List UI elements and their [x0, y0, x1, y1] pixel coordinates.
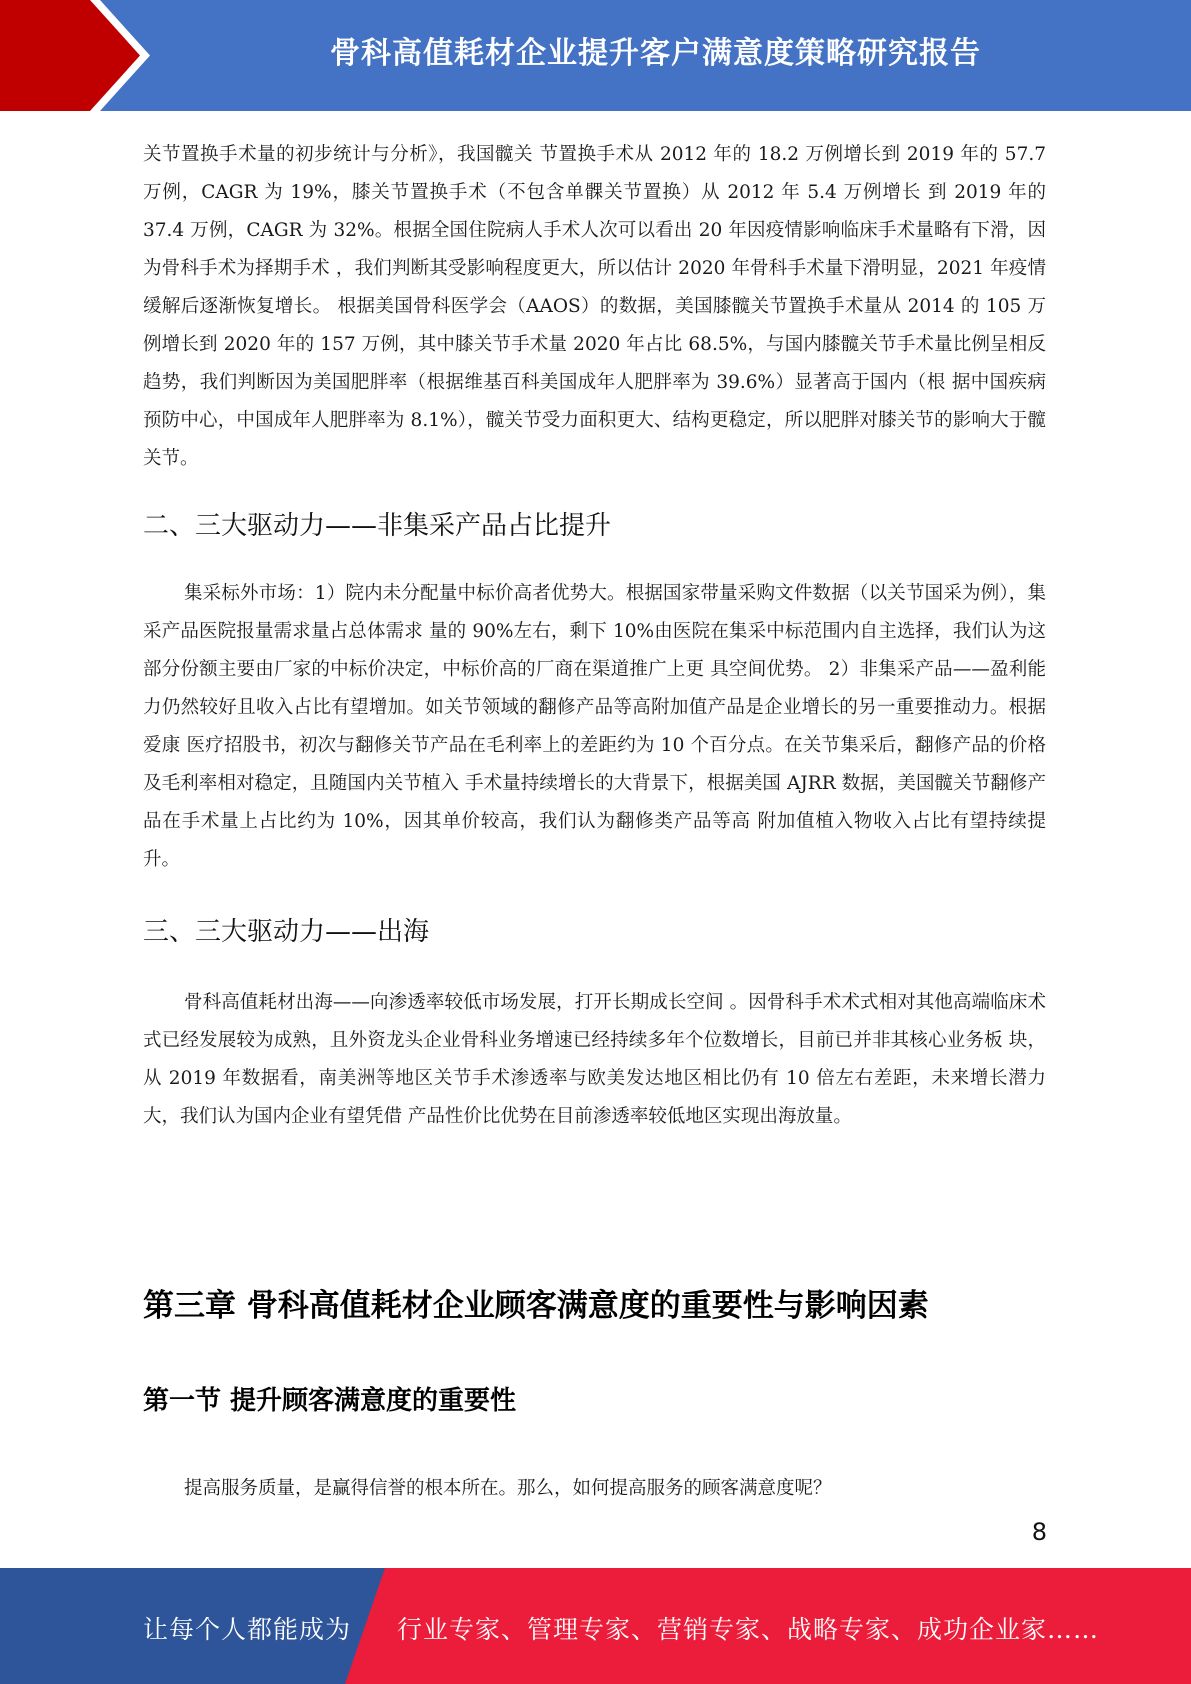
body-paragraph-2: 集采标外市场：1）院内未分配量中标价高者优势大。根据国家带量采购文件数据（以关节国采为例），集采产品医院报量需求量占总体需求 量的 90%左右，剩下 10%由医院在集采中标范围内自主选择，我们认为这部分份额主要由厂家的中标价决定，中标价高的厂商在渠道推广上更 具空间优势。 2）非集采产品——盈利能力仍然较好且收入占比有望增加。如关节领域的翻修产品等高附加值产品是企业增长的另一重要推动力。根据爱康 医疗招股书，初次与翻修关节产品在毛利率上的差距约为 10 个百分点。在关节集采后，翻修产品的价格及毛利率相对稳定，且随国内关节植入 手术量持续增长的大背景下，根据美国 AJRR 数据，美国髋关节翻修产品在手术量上占比约为 10%，因其单价较高，我们认为翻修类产品等高 附加值植入物收入占比有望持续提升。 — [143, 583, 1046, 870]
footer-slogan-left: 让每个人都能成为 — [143, 1615, 352, 1644]
page-header-banner — [0, 0, 1191, 111]
chapter-heading: 第三章 骨科高值耗材企业顾客满意度的重要性与影响因素 — [143, 1288, 929, 1324]
body-paragraph-4: 提高服务质量，是赢得信誉的根本所在。那么，如何提高服务的顾客满意度呢？ — [184, 1478, 832, 1499]
page-footer-banner — [0, 1568, 1191, 1684]
footer-slogan-right: 行业专家、管理专家、营销专家、战略专家、成功企业家…… — [397, 1615, 1100, 1644]
section-heading-importance: 第一节 提升顾客满意度的重要性 — [143, 1386, 517, 1416]
page-number: 8 — [1031, 1518, 1047, 1546]
section-heading-non-procurement: 二、三大驱动力——非集采产品占比提升 — [143, 511, 612, 541]
body-paragraph-1: 关节置换手术量的初步统计与分析》，我国髋关 节置换手术从 2012 年的 18.2 万例增长到 2019 年的 57.7 万例，CAGR 为 19%，膝关节置换手术（不包含单髁关节置换）从 2012 年 5.4 万例增长 到 2019 年的 37.4 万例，CAGR 为 32%。根据全国住院病人手术人次可以看出 20 年因疫情影响临床手术量略有下滑，因为骨科手术为择期手术 ，我们判断其受影响程度更大，所以估计 2020 年骨科手术量下滑明显，2021 年疫情缓解后逐渐恢复增长。 根据美国骨科医学会（AAOS）的数据，美国膝髋关节置换手术量从 2014 的 105 万例增长到 2020 年的 157 万例，其中膝关节手术量 2020 年占比 68.5%，与国内膝髋关节手术量比例呈相反趋势，我们判断因为美国肥胖率（根据维基百科美国成年人肥胖率为 39.6%）显著高于国内（根 据中国疾病预防中心，中国成年人肥胖率为 8.1%），髋关节受力面积更大、结构更稳定，所以肥胖对膝关节的影响大于髋关节。 — [143, 144, 1046, 469]
body-paragraph-3: 骨科高值耗材出海——向渗透率较低市场发展，打开长期成长空间 。因骨科手术术式相对其他高端临床术式已经发展较为成熟，且外资龙头企业骨科业务增速已经持续多年个位数增长，目前已并非其核心业务板 块，从 2019 年数据看，南美洲等地区关节手术渗透率与欧美发达地区相比仍有 10 倍左右差距，未来增长潜力大，我们认为国内企业有望凭借 产品性价比优势在目前渗透率较低地区实现出海放量。 — [143, 992, 1046, 1127]
section-heading-overseas: 三、三大驱动力——出海 — [143, 917, 430, 947]
report-title: 骨科高值耗材企业提升客户满意度策略研究报告 — [330, 36, 981, 71]
